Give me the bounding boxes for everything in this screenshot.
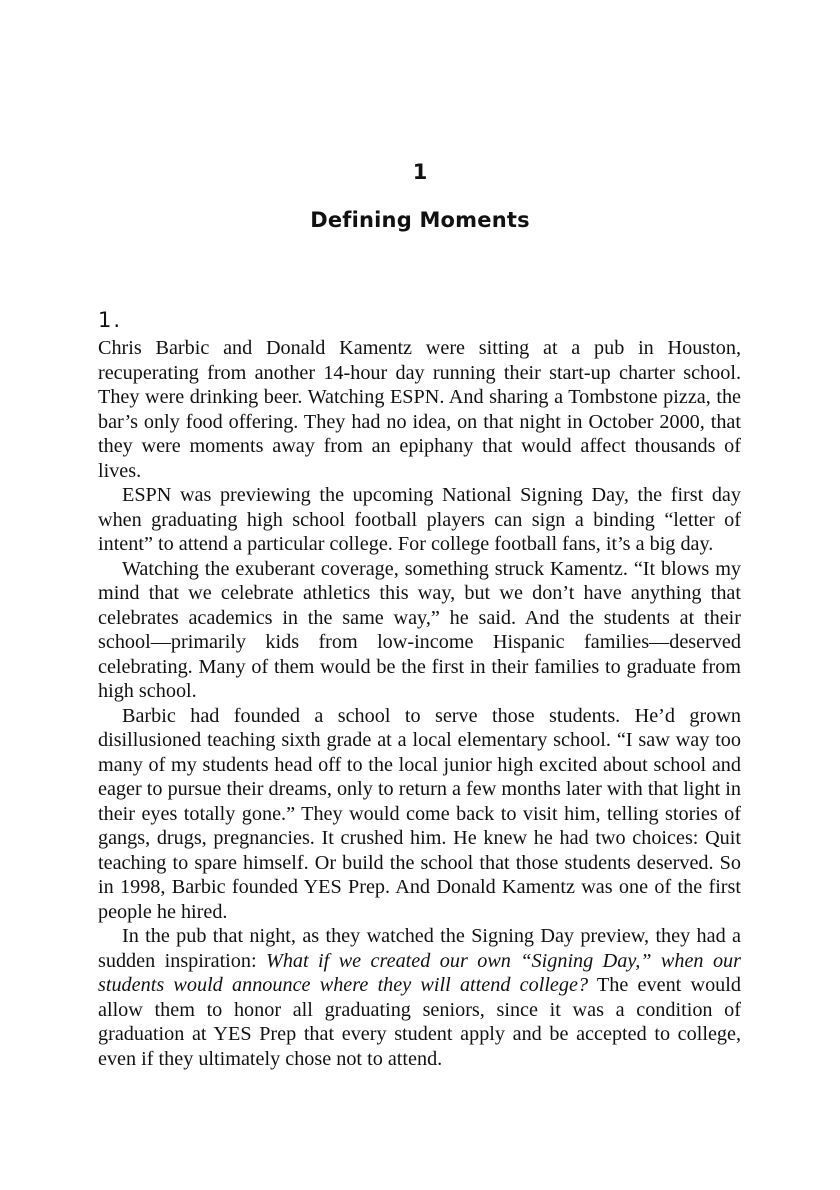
paragraph-text: In the pub that night, as they watched the Signing Day preview, they had a sudden inspiration:: [98, 925, 741, 972]
paragraph: Barbic had founded a school to serve those students. He’d grown disillusioned teaching sixth grade at a local elementary school. “I saw way too many of my students head off to the local junior high excited about school and eager to pursue their dreams, only to return a few months later with that light in their eyes totally gone.” They would come back to visit him, telling stories of gangs, drugs, pregnancies. It crushed him. He knew he had two choices: Quit teaching to spare himself. Or build the school that those students deserved. So in 1998, Barbic founded YES Prep. And Donald Kamentz was one of the first people he hired.: [98, 704, 741, 923]
italic-question: What if we created our own “Signing Day,” when our students would announce where they will attend college?: [98, 949, 741, 996]
paragraph: Chris Barbic and Donald Kamentz were sitting at a pub in Houston, recuperating from another 14-hour day running their start-up charter school. They were drinking beer. Watching ESPN. And sharing a Tombstone pizza, the bar’s only food offering. They had no idea, on that night in October 2000, that they were moments away from an epiphany that would affect thousands of lives.: [98, 337, 741, 482]
body-text: [98, 336, 741, 1071]
paragraph: [98, 924, 741, 1071]
section-number: 1.: [98, 308, 123, 332]
chapter-number: 1: [412, 160, 428, 184]
paragraph: ESPN was previewing the upcoming National Signing Day, the first day when graduating high school football players can sign a binding “letter of intent” to attend a particular college. For college football fans, it’s a big day.: [98, 484, 741, 555]
chapter-title: Defining Moments: [310, 208, 530, 232]
paragraph-text: The event would allow them to honor all graduating seniors, since it was a condition of graduation at YES Prep that every student apply and be accepted to college, even if they ultimately chose not to attend.: [98, 974, 741, 1070]
paragraph: Watching the exuberant coverage, something struck Kamentz. “It blows my mind that we celebrate athletics this way, but we don’t have anything that celebrates academics in the same way,” he said. And the students at their school—primarily kids from low-income Hispanic families—deserved celebrating. Many of them would be the first in their families to graduate from high school.: [98, 557, 741, 702]
